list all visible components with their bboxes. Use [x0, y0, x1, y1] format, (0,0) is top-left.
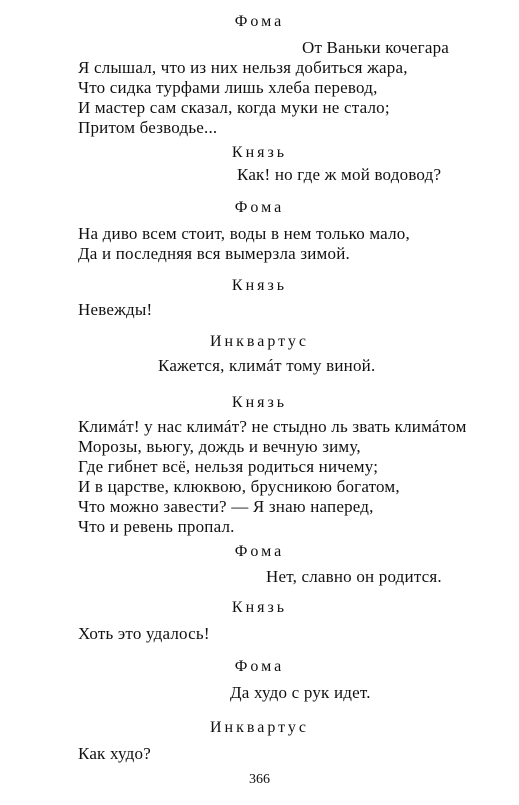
verse-line: Нет, славно он родится. — [266, 567, 442, 586]
speaker-name: Князь — [231, 394, 288, 411]
speaker-name: Фома — [234, 199, 285, 216]
verse-line: Морозы, вьюгу, дождь и вечную зиму, — [78, 437, 361, 456]
verse-line: Что сидка турфами лишь хлеба перевод, — [78, 78, 378, 97]
verse-line: Что можно завести? — Я знаю наперед, — [78, 497, 374, 516]
speaker-name: Князь — [231, 277, 288, 294]
verse-line: Что и ревень пропал. — [78, 517, 235, 536]
verse-line: Кажется, климáт тому виной. — [158, 356, 376, 375]
verse-line: И в царстве, клюквою, брусникою богатом, — [78, 477, 400, 496]
verse-line: Как худо? — [78, 744, 151, 763]
verse-line: Невежды! — [78, 300, 153, 319]
speaker-name: Фома — [234, 658, 285, 675]
speaker-name: Фома — [234, 13, 285, 30]
verse-line: Как! но где ж мой водовод? — [237, 165, 442, 184]
verse-line: Притом безводье... — [78, 118, 218, 137]
speaker-name: Князь — [231, 599, 288, 616]
speaker-name: Инквартус — [209, 719, 309, 736]
verse-line: Я слышал, что из них нельзя добиться жара, — [78, 58, 408, 77]
verse-line: Климáт! у нас климáт? не стыдно ль звать климáтом — [78, 417, 467, 436]
speaker-name: Инквартус — [209, 333, 309, 350]
verse-line: От Ваньки кочегара — [302, 38, 450, 57]
speaker-name: Князь — [231, 144, 288, 161]
verse-line: Где гибнет всё, нельзя родиться ничему; — [78, 457, 379, 476]
verse-line: И мастер сам сказал, когда муки не стало; — [78, 98, 390, 117]
verse-line: Да худо с рук идет. — [230, 683, 371, 702]
page-number: 366 — [249, 772, 270, 787]
verse-line: Да и последняя вся вымерзла зимой. — [78, 244, 350, 263]
verse-line: Хоть это удалось! — [78, 624, 210, 643]
speaker-name: Фома — [234, 543, 285, 560]
verse-line: На диво всем стоит, воды в нем только мало, — [78, 224, 410, 243]
